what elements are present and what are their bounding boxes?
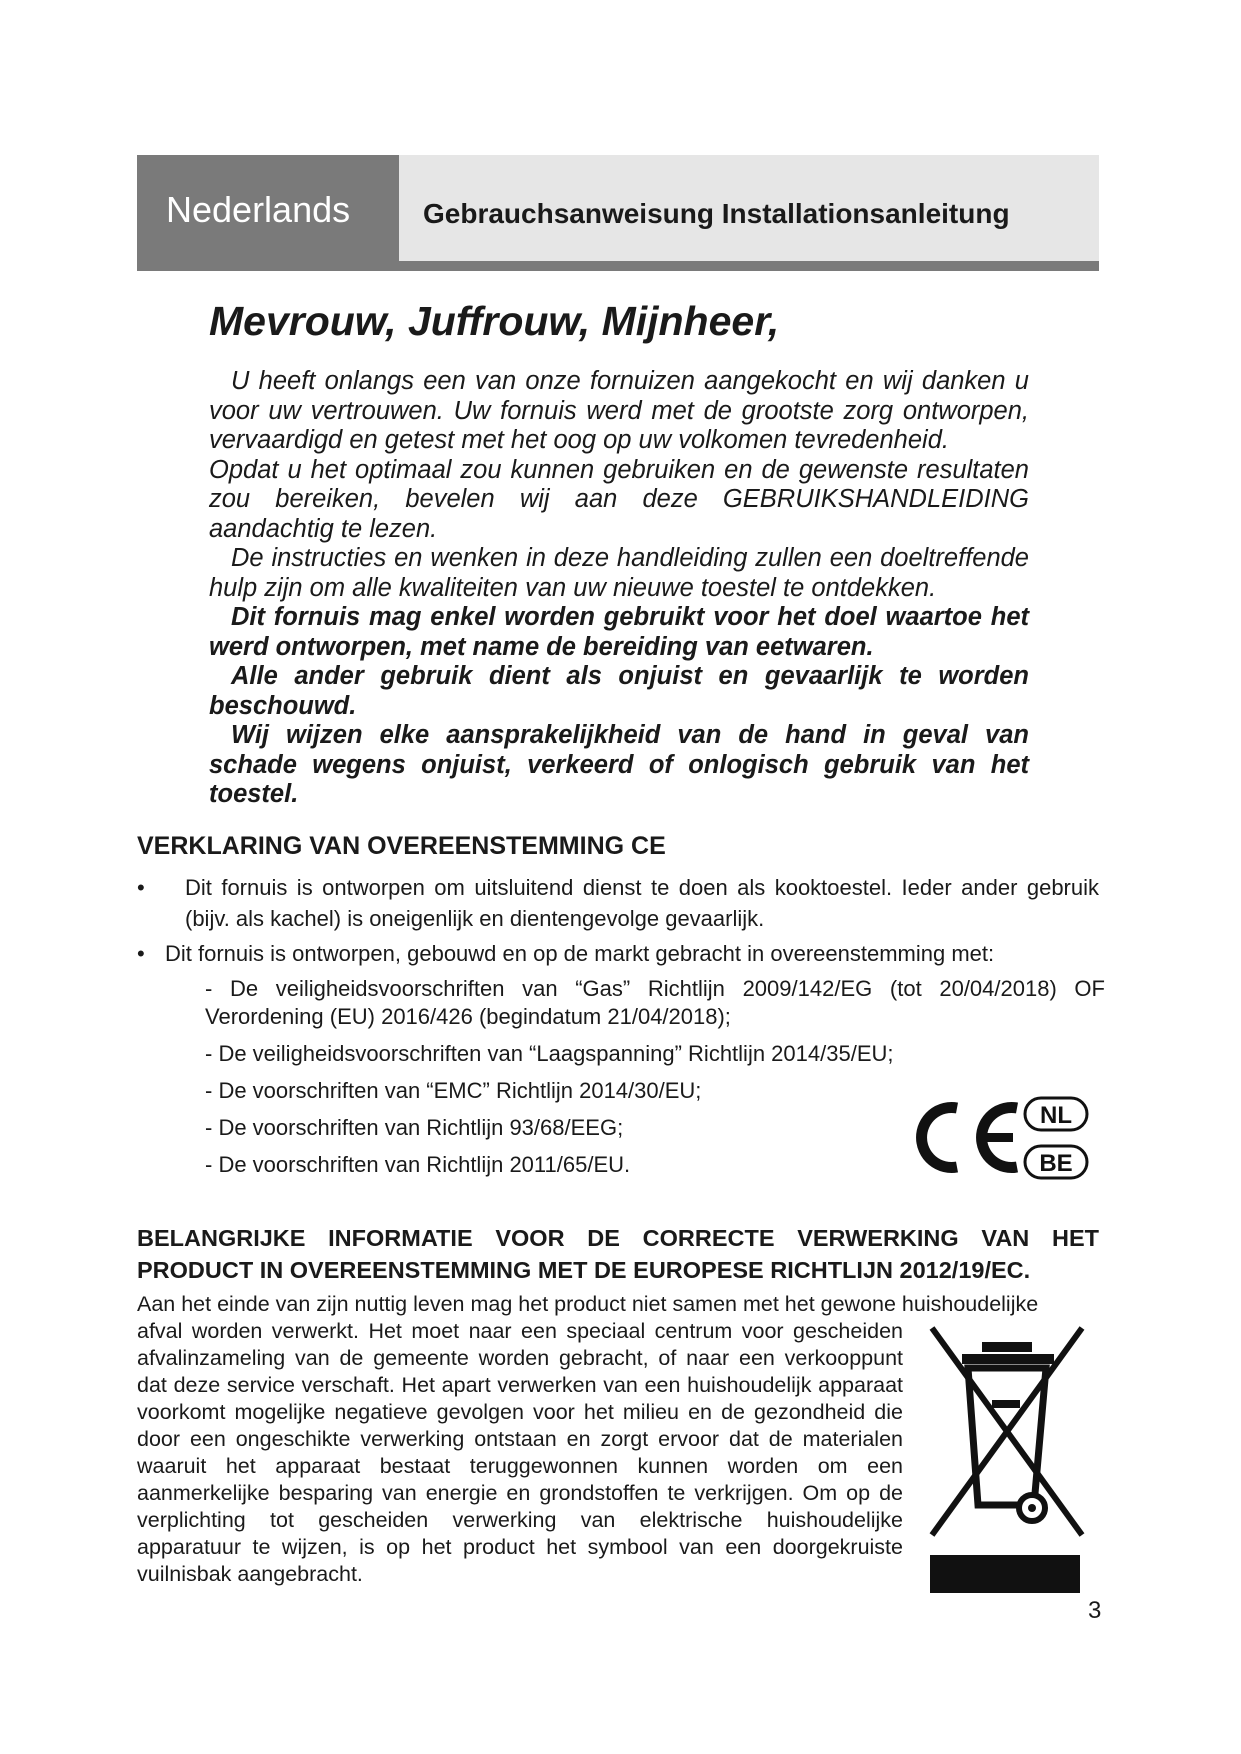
bullet-1-text: Dit fornuis is ontworpen om uitsluitend dienst te doen als kooktoestel. Ieder ander gebruik (bijv. als kachel) is oneigenlijk en dientengevolge gevaarlijk. — [185, 875, 1099, 931]
language-label: Nederlands — [166, 189, 351, 230]
page-number: 3 — [1088, 1597, 1102, 1624]
declaration-heading: VERKLARING VAN OVEREENSTEMMING CE — [137, 832, 666, 860]
manual-title: Gebrauchsanweisung Installationsanleitung — [423, 198, 1010, 229]
intro-paragraph-4: Dit fornuis mag enkel worden gebruikt voor het doel waartoe het werd ontworpen, met name de bereiding van eetwaren. — [209, 603, 1029, 661]
bin-symbol-bar — [930, 1555, 1080, 1593]
language-tab — [137, 155, 399, 271]
page-header — [137, 155, 1099, 271]
intro-paragraph-2: Opdat u het optimaal zou kunnen gebruiken en de gewenste resultaten zou bereiken, bevelen wij aan deze GEBRUIKSHANDLEIDING aandachtig te lezen. — [209, 455, 1029, 543]
intro-section — [209, 367, 1029, 810]
regulation-item: - De veiligheidsvoorschriften van “Laagspanning” Richtlijn 2014/35/EU; — [205, 1041, 894, 1066]
bullet-dot: • — [137, 941, 145, 966]
declaration-bullet-1 — [137, 872, 1099, 934]
bullet-2-text: Dit fornuis is ontworpen, gebouwd en op de markt gebracht in overeenstemming met: — [165, 941, 995, 966]
crossed-out-bin-icon — [922, 1320, 1092, 1545]
regulation-item: - De voorschriften van Richtlijn 93/68/EEG; — [205, 1115, 624, 1140]
ce-mark-icon — [905, 1090, 1090, 1185]
intro-paragraph-6: Wij wijzen elke aansprakelijkheid van de hand in geval van schade wegens onjuist, verkeerd of onlogisch gebruik van het toestel. — [209, 721, 1029, 808]
disposal-text-line-1: Aan het einde van zijn nuttig leven mag het product niet samen met het gewone huishoudelijke — [137, 1292, 1039, 1316]
header-underline — [399, 261, 1099, 271]
bullet-dot: • — [137, 875, 145, 900]
regulation-item: - De voorschriften van “EMC” Richtlijn 2014/30/EU; — [205, 1078, 702, 1103]
greeting: Mevrouw, Juffrouw, Mijnheer, — [209, 298, 780, 344]
declaration-bullet-2 — [137, 938, 1099, 969]
disposal-text: afval worden verwerkt. Het moet naar een speciaal centrum voor gescheiden afvalinzameling van de gemeente worden gebracht, of naar een verkooppunt dat deze service verschaft. Het apart verwerken van een huishoudelijk apparaat voorkomt mogelijke negatieve gevolgen voor het milieu en de gezondheid die door een ongeschikte verwerking ontstaan en zorgt ervoor dat de materialen waaruit het apparaat bestaat teruggewonnen kunnen worden om een aanmerkelijke besparing van energie en grondstoffen te verkrijgen. Om op de verplichting tot gescheiden verwerking van elektrische huishoudelijke apparatuur te wijzen, is op het product het symbool van een doorgekruiste vuilnisbak aangebracht. — [137, 1319, 903, 1586]
disposal-heading: BELANGRIJKE INFORMATIE VOOR DE CORRECTE VERWERKING VAN HET PRODUCT IN OVEREENSTEMMING MET DE EUROPESE RICHTLIJN 2012/19/EC. — [137, 1225, 1099, 1283]
manual-title-box — [399, 155, 1099, 261]
regulation-item: - De veiligheidsvoorschriften van “Gas” Richtlijn 2009/142/EG (tot 20/04/2018) OF Verordening (EU) 2016/426 (begindatum 21/04/2018); — [205, 976, 1105, 1029]
ce-country-be: BE — [1039, 1150, 1073, 1177]
intro-paragraph-5: Alle ander gebruik dient als onjuist en gevaarlijk te worden beschouwd. — [209, 662, 1029, 720]
intro-paragraph-1: U heeft onlangs een van onze fornuizen aangekocht en wij danken u voor uw vertrouwen. Uw fornuis werd met de grootste zorg ontworpen, vervaardigd en getest met het oog op uw volkomen tevredenheid. — [209, 367, 1029, 454]
regulation-item: - De voorschriften van Richtlijn 2011/65/EU. — [205, 1152, 631, 1177]
ce-country-nl: NL — [1040, 1102, 1072, 1129]
intro-paragraph-3: De instructies en wenken in deze handleiding zullen een doeltreffende hulp zijn om alle kwaliteiten van uw nieuwe toestel te ontdekken. — [209, 544, 1029, 602]
